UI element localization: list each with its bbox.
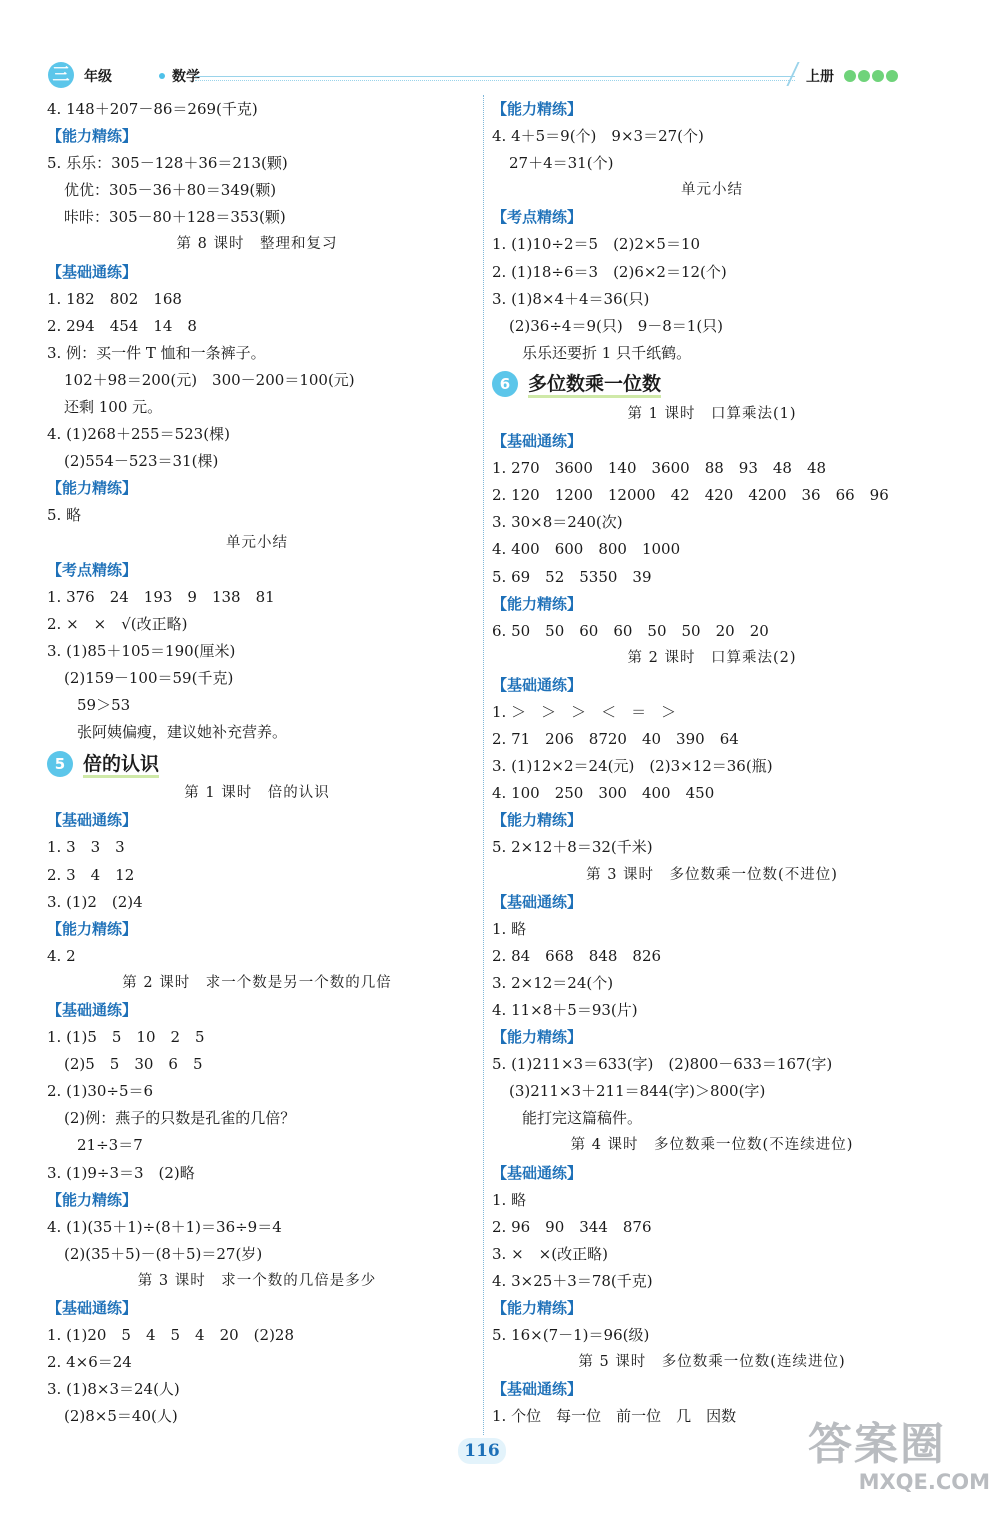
answer-line: 4. 148＋207－86＝269(千克) (47, 100, 258, 118)
page-header (40, 62, 910, 92)
unit-heading (492, 367, 932, 401)
answer-line: 3. 30×8＝240(次) (492, 513, 623, 532)
answer-line: (3)211×3＋211＝844(字)＞800(字) (509, 1082, 766, 1101)
answer-line: 2. 84 668 848 826 (492, 946, 662, 965)
answer-line: 6. 50 50 60 60 50 50 20 20 (492, 621, 769, 640)
section-tag: 【能力精练】 (47, 1190, 138, 1209)
section-tag: 【基础通练】 (47, 262, 138, 281)
answer-line: 102＋98＝200(元) 300－200＝100(元) (64, 370, 355, 389)
lesson-heading: 第 1 课时 口算乘法(1) (627, 405, 797, 422)
answer-line: 1. ＞ ＞ ＞ ＜ ＝ ＞ (492, 702, 677, 721)
answer-line: 3. (1)12×2＝24(元) (2)3×12＝36(瓶) (492, 757, 773, 776)
answer-line: 2. 3 4 12 (47, 865, 135, 884)
answer-line: 2. × × √(改正略) (47, 614, 188, 633)
lesson-heading: 第 5 课时 多位数乘一位数(连续进位) (578, 1354, 846, 1371)
answer-line: (2)36÷4＝9(只) 9－8＝1(只) (509, 316, 724, 335)
header-rule (195, 76, 795, 77)
answer-line: 4. 11×8＋5＝93(片) (492, 1001, 638, 1019)
lesson-heading: 单元小结 (681, 182, 743, 199)
header-dot-icon (159, 73, 165, 79)
section-tag: 【能力精练】 (47, 919, 138, 938)
answer-line: 咔咔：305－80＋128＝353(颗) (64, 208, 286, 227)
answer-line: 3. 2×12＝24(个) (492, 973, 614, 992)
section-tag: 【能力精练】 (47, 127, 138, 146)
unit-title: 倍的认识 (83, 753, 159, 778)
lesson-heading: 第 3 课时 多位数乘一位数(不进位) (586, 866, 838, 883)
section-tag: 【能力精练】 (47, 479, 138, 498)
section-tag: 【能力精练】 (492, 100, 583, 118)
section-tag: 【基础通练】 (492, 1380, 583, 1399)
answer-line: 1. 略 (492, 919, 527, 938)
answer-line: 1. 376 24 193 9 138 81 (47, 587, 275, 606)
answer-line: (2)5 5 30 6 5 (64, 1055, 203, 1074)
volume-label: 上册 (806, 69, 834, 85)
answer-line: 4. (1)(35＋1)÷(8＋1)＝36÷9＝4 (47, 1217, 282, 1236)
lesson-heading: 第 2 课时 口算乘法(2) (627, 649, 797, 666)
answer-line: 4. 400 600 800 1000 (492, 540, 681, 559)
section-tag: 【能力精练】 (492, 594, 583, 613)
section-tag: 【基础通练】 (492, 1163, 583, 1182)
watermark-logo (808, 1420, 998, 1510)
answer-line: 2. 71 206 8720 40 390 64 (492, 730, 739, 749)
answer-line: 5. 乐乐：305－128＋36＝213(颗) (47, 154, 288, 173)
answer-line: 1. (1)20 5 4 5 4 20 (2)28 (47, 1326, 295, 1345)
left-column (47, 96, 467, 1431)
answer-line: 1. 182 802 168 (47, 289, 182, 308)
section-tag: 【基础通练】 (492, 892, 583, 911)
answer-line: (2)159－100＝59(千克) (64, 668, 234, 687)
answer-line: 4. (1)268＋255＝523(棵) (47, 425, 230, 444)
answer-line: 3. (1)8×4＋4＝36(只) (492, 289, 650, 308)
answer-line: 3. 例：买一件 T 恤和一条裤子。 (47, 343, 266, 362)
watermark-main: 答案圈 (808, 1419, 946, 1470)
section-tag: 【能力精练】 (492, 1028, 583, 1047)
answer-line: 27＋4＝31(个) (509, 154, 614, 173)
answer-line: 1. 3 3 3 (47, 838, 125, 857)
answer-line: 优优：305－36＋80＝349(颗) (64, 181, 277, 200)
unit-title: 多位数乘一位数 (528, 373, 661, 398)
answer-line: 3. (1)2 (2)4 (47, 892, 143, 911)
answer-line: 1. 个位 每一位 前一位 几 因数 (492, 1407, 737, 1426)
answer-line: (2)(35＋5)－(8＋5)＝27(岁) (64, 1244, 263, 1263)
answer-line: (2)554－523＝31(棵) (64, 452, 219, 471)
answer-line: (2)例：燕子的只数是孔雀的几倍？ (64, 1109, 296, 1128)
answer-line: 4. 2 (47, 946, 76, 965)
right-column (492, 96, 932, 1431)
page-number: 116 (458, 1438, 506, 1464)
answer-line: 21÷3＝7 (77, 1136, 143, 1155)
lesson-heading: 单元小结 (226, 534, 288, 551)
section-tag: 【能力精练】 (492, 811, 583, 830)
watermark-sub: MXQE.COM (858, 1470, 990, 1494)
lesson-heading: 第 8 课时 整理和复习 (176, 236, 338, 253)
answer-line: 1. 270 3600 140 3600 88 93 48 48 (492, 459, 827, 478)
grade-badge: 三 (48, 62, 74, 88)
lesson-heading: 第 2 课时 求一个数是另一个数的几倍 (122, 974, 392, 991)
section-tag: 【考点精练】 (492, 208, 583, 227)
unit-number-badge: 5 (47, 751, 73, 777)
section-tag: 【考点精练】 (47, 560, 138, 579)
answer-line: 2. 120 1200 12000 42 420 4200 36 66 96 (492, 486, 889, 505)
section-tag: 【能力精练】 (492, 1299, 583, 1318)
column-divider (483, 95, 484, 1435)
unit-heading (47, 746, 467, 780)
answer-line: 4. 100 250 300 400 450 (492, 784, 715, 803)
section-tag: 【基础通练】 (47, 1001, 138, 1019)
answer-line: (2)8×5＝40(人) (64, 1407, 178, 1426)
unit-number-badge: 6 (492, 371, 518, 397)
header-dots-icon (844, 67, 900, 86)
section-tag: 【基础通练】 (47, 1299, 138, 1318)
subject-label: 数学 (172, 69, 200, 85)
answer-line: 2. 294 454 14 8 (47, 316, 197, 335)
section-tag: 【基础通练】 (47, 811, 138, 830)
answer-line: 3. (1)85＋105＝190(厘米) (47, 641, 236, 660)
answer-line: 59＞53 (77, 696, 131, 715)
answer-line: 能打完这篇稿件。 (522, 1109, 643, 1128)
answer-line: 5. 2×12＋8＝32(千米) (492, 838, 653, 857)
header-slash (786, 62, 799, 86)
lesson-heading: 第 3 课时 求一个数的几倍是多少 (137, 1272, 377, 1289)
answer-line: 还剩 100 元。 (64, 398, 163, 417)
answer-line: 3. × ×(改正略) (492, 1244, 608, 1263)
answer-line: 2. (1)18÷6＝3 (2)6×2＝12(个) (492, 262, 727, 281)
answer-line: 5. 略 (47, 506, 82, 525)
answer-line: 2. 96 90 344 876 (492, 1217, 652, 1236)
answer-line: 张阿姨偏瘦，建议她补充营养。 (77, 723, 288, 742)
answer-line: 1. 略 (492, 1190, 527, 1209)
answer-line: 4. 4＋5＝9(个) 9×3＝27(个) (492, 127, 704, 146)
header-rule-dotted (195, 80, 795, 81)
lesson-heading: 第 4 课时 多位数乘一位数(不连续进位) (570, 1137, 854, 1154)
answer-line: 5. 16×(7－1)＝96(级) (492, 1326, 650, 1345)
answer-line: 3. (1)9÷3＝3 (2)略 (47, 1163, 195, 1182)
answer-line: 2. 4×6＝24 (47, 1353, 132, 1372)
section-tag: 【基础通练】 (492, 675, 583, 694)
answer-line: 2. (1)30÷5＝6 (47, 1082, 154, 1101)
grade-label: 年级 (84, 69, 112, 85)
answer-line: 1. (1)10÷2＝5 (2)2×5＝10 (492, 235, 701, 254)
answer-line: 乐乐还要折 1 只千纸鹤。 (522, 343, 692, 362)
answer-line: 1. (1)5 5 10 2 5 (47, 1028, 205, 1047)
answer-line: 3. (1)8×3＝24(人) (47, 1380, 180, 1399)
section-tag: 【基础通练】 (492, 432, 583, 451)
answer-line: 5. (1)211×3＝633(字) (2)800－633＝167(字) (492, 1055, 833, 1074)
answer-line: 5. 69 52 5350 39 (492, 567, 652, 586)
answer-line: 4. 3×25＋3＝78(千克) (492, 1271, 653, 1290)
lesson-heading: 第 1 课时 倍的认识 (184, 785, 330, 802)
